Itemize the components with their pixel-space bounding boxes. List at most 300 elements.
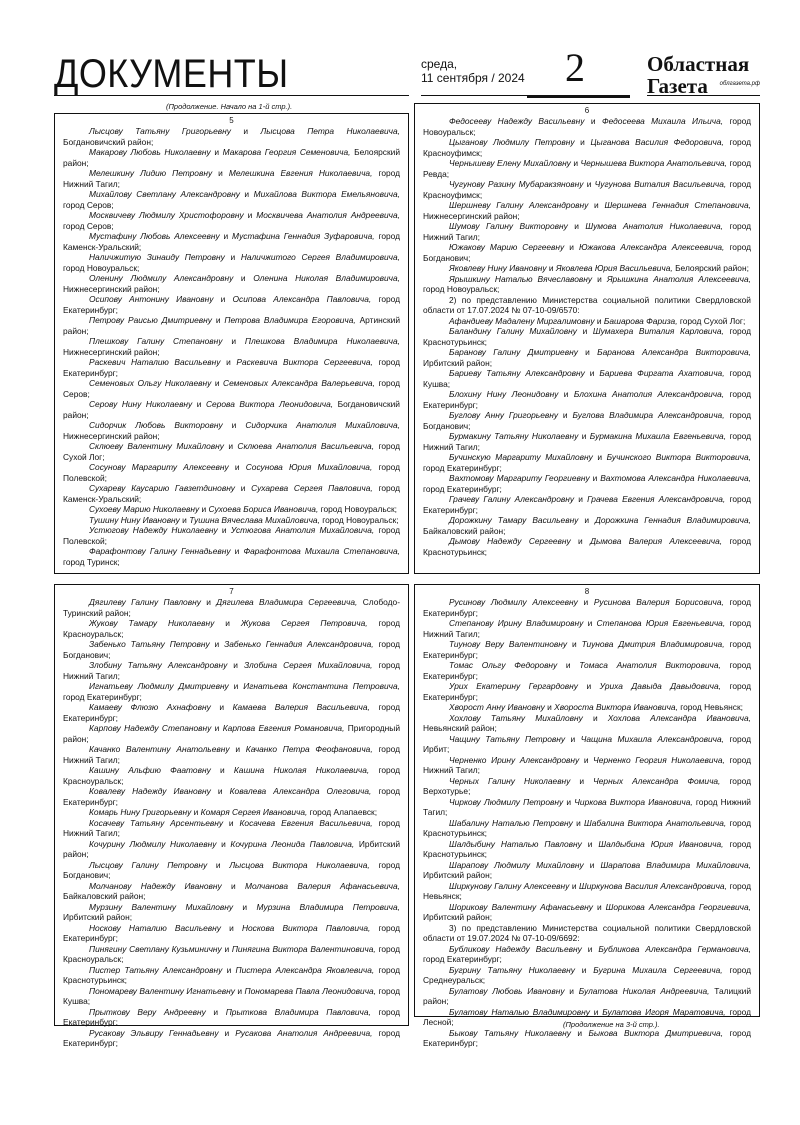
recipient-entry (423, 702, 751, 713)
box-number: 5 (229, 116, 234, 125)
spouse-1-name: Цыганову Людмилу Петровну (449, 137, 575, 147)
residence: город Красноуральск; (63, 618, 401, 639)
spouse-2-name: Михайлова Виктора Емельяновича, (253, 189, 400, 199)
recipient-entry (63, 168, 400, 189)
spouse-2-name: Фарафонтова Михаила Степановича, (243, 546, 400, 556)
conjunction: и (564, 985, 579, 996)
residence: город Екатеринбург; (63, 294, 400, 315)
residence: город Богданович; (63, 859, 401, 880)
recipient-entry (63, 126, 400, 147)
conjunction: и (592, 452, 607, 462)
spouse-2-name: Прыткова Владимира Павловича, (225, 1006, 371, 1017)
conjunction: и (199, 504, 209, 514)
conjunction: и (581, 838, 599, 849)
recipient-entry (423, 713, 751, 734)
recipient-entry (423, 473, 751, 494)
spouse-1-name: Семеновых Ольгу Николаевну (89, 378, 212, 388)
recipient-entry (63, 681, 400, 702)
spouse-2-name: Баранова Александра Викторовича, (597, 347, 751, 357)
spouse-2-name: Бариева Фиргата Ахатовича, (599, 368, 725, 378)
recipient-entry (63, 986, 400, 1007)
spouse-1-name: Камаеву Флюзю Ахнафовну (89, 702, 211, 712)
conjunction: и (222, 964, 236, 975)
recipient-entry (423, 755, 751, 776)
residence: Нижнесергинский район; (63, 346, 160, 357)
spouse-2-name: Лысцова Виктора Николаевича, (229, 859, 370, 870)
conjunction: и (212, 168, 229, 178)
conjunction: и (200, 597, 217, 607)
recipient-entry (423, 860, 751, 881)
spouse-1-name: Плешкову Галину Степановну (89, 336, 223, 346)
page-number: 2 (565, 45, 585, 90)
residence: город Полевской; (63, 462, 400, 483)
residence: город Краснотурьинск; (423, 817, 752, 838)
spouse-1-name: Косачеву Татьяну Арсентьевну (89, 817, 224, 828)
residence: город Серов; (63, 378, 401, 399)
spouse-1-name: Грачеву Галину Александровну (449, 494, 575, 504)
residence: город Туринск; (63, 556, 120, 567)
spouse-1-name: Качанко Валентину Анатольевну (89, 744, 230, 754)
conjunction: и (588, 200, 605, 210)
conjunction: и (210, 765, 234, 775)
recipient-entry (63, 378, 400, 399)
spouse-1-name: Фарафонтову Галину Геннадьевну (89, 546, 231, 556)
recipient-entry (423, 797, 751, 818)
conjunction: и (567, 221, 586, 231)
box-number: 8 (584, 587, 590, 596)
spouse-1-name: Томас Ольгу Федоровну (449, 660, 558, 670)
recipient-entry (63, 860, 400, 881)
recipient-entry (63, 147, 400, 168)
conjunction: и (221, 943, 232, 954)
spouse-2-name: Бурмакина Михаила Евгеньевича, (589, 431, 727, 441)
recipient-entry (423, 242, 751, 263)
conjunction: и (583, 179, 595, 189)
recipient-entry (423, 660, 751, 681)
recipient-entry (63, 462, 400, 483)
residence: город Красноуфимск; (423, 137, 752, 158)
conjunction: и (233, 273, 254, 283)
conjunction: и (228, 681, 244, 691)
spouse-2-name: Чащина Михаила Александровича, (580, 733, 724, 744)
residence: Ирбитский район; (63, 912, 133, 922)
conjunction: и (213, 294, 233, 304)
decree-box-6 (414, 103, 760, 574)
spouse-2-name: Бучинского Виктора Викторовича, (606, 452, 751, 462)
residence: город Екатеринбург; (423, 954, 502, 964)
recipient-entry (423, 347, 751, 368)
recipient-entry (63, 1028, 400, 1049)
spouse-2-name: Булатова Игоря Маратовича, (602, 1006, 726, 1017)
recipient-entry (423, 597, 751, 618)
conjunction: и (209, 639, 225, 649)
spouse-2-name: Раскевича Виктора Сергеевича, (236, 357, 373, 367)
logo-line-2: Газета (647, 74, 708, 98)
spouse-1-name: Оленину Людмилу Александровну (89, 273, 234, 283)
spouse-2-name: Шалдыбина Юрия Ивановича, (598, 838, 724, 849)
spouse-1-name: Черненко Ирину Александровну (449, 754, 580, 765)
spouse-1-name: Шорикову Валентину Афанасьевну (449, 901, 593, 912)
recipient-entry (63, 210, 400, 231)
conjunction: и (211, 723, 223, 733)
newspaper-site: облгазета.рф (719, 81, 760, 87)
conjunction: и (234, 985, 245, 996)
spouse-2-name: Устюгова Анатолия Михайловича, (230, 525, 375, 535)
spouse-2-name: Москвичева Анатолия Андреевича, (256, 210, 400, 220)
conjunction: и (570, 536, 591, 546)
conjunction: и (579, 754, 594, 765)
spouse-2-name: Комаря Сергея Ивановича, (200, 807, 308, 817)
residence: Ирбитский район; (423, 870, 493, 880)
spouse-1-name: Петрову Раисью Дмитриевну (89, 315, 212, 325)
entry-list (423, 597, 751, 1049)
conjunction: и (219, 231, 232, 241)
conjunction: и (582, 712, 608, 723)
spouse-1-name: Баранову Галину Дмитриевну (449, 347, 578, 357)
dateline-weekday: среда, (421, 57, 458, 71)
spouse-1-name: Бурмакину Татьяну Николаевну (449, 431, 579, 441)
conjunction: и (218, 1027, 236, 1038)
spouse-1-name: Сухареву Каусарию Гавзетдиновну (89, 483, 235, 493)
spouse-1-name: Тиунову Веру Валентиновну (449, 639, 568, 649)
spouse-1-name: Злобину Татьяну Александровну (89, 660, 228, 670)
residence: Ирбитский район; (423, 357, 493, 368)
spouse-1-name: Вахтомову Маргариту Георгиевну (449, 473, 590, 483)
residence: город Серов; (63, 220, 114, 231)
spouse-1-name: Ярышкину Наталью Вячеславовну (449, 273, 593, 284)
spouse-2-name: Молчанова Валерия Афанасьевича, (245, 880, 400, 891)
spouse-2-name: Тушина Вячеслава Михайловича, (189, 514, 320, 525)
decree-box-7 (54, 584, 409, 1048)
recipient-entry (63, 660, 400, 681)
residence: город Нижний Тагил; (63, 660, 401, 681)
conjunction: и (221, 880, 246, 891)
spouse-1-name: Буглову Анну Григорьевну (449, 410, 559, 420)
conjunction: и (570, 1027, 589, 1038)
recipient-entry (63, 273, 400, 294)
spouse-2-name: Мустафина Геннадия Зуфаровича, (232, 231, 375, 241)
date-rule (421, 95, 537, 96)
spouse-1-name: Булатову Любовь Ивановну (449, 985, 565, 996)
residence: город Алапаевск; (309, 807, 378, 817)
spouse-2-name: Макарова Георгия Семеновича, (222, 147, 351, 157)
residence: город Нижний Тагил; (63, 817, 401, 838)
spouse-1-name: Дорожкину Тамару Васильевну (449, 515, 579, 525)
conjunction: и (570, 158, 581, 168)
conjunction: и (235, 483, 252, 493)
conjunction: и (229, 744, 246, 754)
spouse-1-name: Лысцову Татьяну Григорьевну (89, 126, 231, 136)
residence: город Каменск-Уральский; (63, 231, 400, 252)
conjunction: и (210, 702, 233, 712)
recipient-entry (423, 515, 751, 536)
recipient-entry (423, 776, 751, 797)
spouse-1-name: Осипову Антонину Ивановну (89, 294, 214, 304)
spouse-1-name: Игнатьеву Людмилу Дмитриевну (89, 681, 229, 691)
spouse-2-name: Серова Виктора Леонидовича, (206, 399, 334, 409)
spouse-2-name: Чугунова Виталия Васильевича, (594, 179, 727, 189)
spouse-2-name: Сосунова Юрия Михайловича, (245, 462, 373, 472)
spouse-2-name: Камаева Валерия Васильевича, (232, 702, 370, 712)
decree-paragraph: 3) по представлению Министерства социальной политики Свердловской области от 19.07.2024 № 07-10-09/6692: (423, 922, 751, 943)
spouse-2-name: Дымова Валерия Алексеевича, (590, 536, 723, 546)
residence: город Екатеринбург; (63, 922, 401, 943)
residence: город Екатеринбург; (423, 483, 502, 494)
spouse-1-name: Дягилеву Галину Павловну (89, 597, 201, 607)
conjunction: и (574, 964, 594, 975)
spouse-2-name: Хохлова Александра Ивановича, (607, 712, 751, 723)
spouse-1-name: Афандиеву Мадалену Миргалимовну (449, 315, 595, 326)
recipient-entry (63, 525, 400, 546)
spouse-1-name: Булатову Наталью Владимировну (449, 1006, 590, 1017)
residence: город Кушва; (423, 368, 751, 389)
conjunction: и (243, 210, 257, 220)
spouse-2-name: Осипова Александра Павловича, (232, 294, 372, 304)
residence: город Богданович; (63, 639, 400, 660)
recipient-entry (63, 441, 400, 462)
conjunction: и (546, 263, 556, 273)
recipient-entry (423, 944, 751, 965)
spouse-2-name: Сухарева Сергея Павловича, (251, 483, 373, 493)
residence: Талицкий район; (423, 985, 751, 1006)
conjunction: и (577, 597, 594, 607)
residence: Артинский район; (63, 315, 401, 336)
recipient-entry (63, 504, 400, 515)
spouse-1-name: Прыткову Веру Андреевну (89, 1006, 206, 1017)
conjunction: и (207, 859, 230, 870)
spouse-1-name: Чернышеву Елену Михайловну (449, 158, 571, 168)
recipient-entry (63, 420, 400, 441)
conjunction: и (211, 315, 225, 325)
spouse-1-name: Склюеву Валентину Михайловну (89, 441, 224, 451)
spouse-2-name: Петрова Владимира Егоровича, (224, 315, 356, 325)
recipient-entry (63, 189, 400, 210)
spouse-1-name: Урих Екатерину Гергардовну (449, 681, 578, 691)
spouse-2-name: Шарапова Владимира Михайловича, (600, 859, 751, 870)
conjunction: и (589, 1006, 603, 1017)
residence: Белоярский район; (63, 147, 400, 168)
residence: город Екатеринбург; (423, 660, 752, 681)
conjunction: и (558, 410, 573, 420)
residence: город Екатеринбург; (423, 389, 752, 410)
residence: Слободо-Туринский район; (63, 597, 400, 618)
entry-list (63, 126, 400, 567)
title-rule (54, 95, 409, 96)
logo-line-1: Областная (647, 52, 750, 76)
spouse-2-name: Качанко Петра Феофановича, (245, 744, 373, 754)
conjunction: и (574, 494, 588, 504)
residence: Нижнесергинский район; (63, 283, 160, 294)
recipient-entry (63, 483, 400, 504)
recipient-entry (63, 944, 400, 965)
spouse-1-name: Ширкунову Галину Алексеевну (449, 880, 570, 891)
spouse-1-name: Бучинскую Маргариту Михайловну (449, 452, 593, 462)
recipient-entry (423, 681, 751, 702)
conjunction: и (594, 315, 604, 326)
conjunction: и (230, 126, 261, 136)
residence: город Екатеринбург; (423, 681, 751, 702)
recipient-entry (423, 734, 751, 755)
conjunction: и (233, 901, 257, 912)
conjunction: и (577, 347, 598, 357)
spouse-2-name: Мурзина Владимира Петровича, (256, 901, 400, 912)
spouse-1-name: Пономареву Валентину Игнатьевну (89, 985, 235, 996)
recipient-entry (423, 410, 751, 431)
conjunction: и (563, 796, 575, 807)
recipient-entry (423, 986, 751, 1007)
residence: Нижнесергинский район; (423, 210, 520, 221)
spouse-1-name: Шумову Галину Викторовну (449, 221, 568, 231)
spouse-1-name: Сидорчик Любовь Викторовну (89, 420, 223, 430)
recipient-entry (423, 536, 751, 557)
decree-paragraph: 2) по представлению Министерства социальной политики Свердловской области от 17.07.2024 № 07-10-09/6570: (423, 294, 751, 315)
residence: город Серов; (63, 199, 114, 210)
residence: город Екатеринбург; (423, 494, 751, 515)
spouse-1-name: Черных Галину Николаевну (449, 775, 571, 786)
residence: город Екатеринбург; (423, 1027, 751, 1048)
newspaper-logo (647, 53, 749, 97)
recipient-entry (63, 639, 400, 660)
recipient-entry (63, 294, 400, 315)
recipient-entry (63, 336, 400, 357)
dateline-date: 11 сентября / 2024 (421, 71, 525, 85)
spouse-2-name: Шумахера Виталия Карловича, (592, 326, 724, 336)
section-title: ДОКУМЕНТЫ (54, 52, 289, 96)
residence: город Екатеринбург; (63, 786, 401, 807)
spouse-2-name: Кочурина Леонида Павловича, (230, 838, 355, 849)
recipient-entry (63, 818, 400, 839)
conjunction: и (210, 786, 230, 796)
spouse-2-name: Сухоева Бориса Ивановича, (208, 504, 319, 514)
residence: Пригородный район; (63, 723, 401, 744)
decree-box-5 (54, 113, 409, 574)
conjunction: и (565, 733, 581, 744)
residence: город Лесной; (423, 1006, 752, 1027)
residence: город Верхотурье; (423, 775, 751, 796)
residence: город Богданович; (423, 242, 751, 263)
spouse-2-name: Игнатьева Константина Петровича, (243, 681, 400, 691)
spouse-1-name: Лысцову Галину Петровну (89, 859, 208, 870)
residence: город Нижний Тагил; (423, 431, 752, 452)
residence: город Екатеринбург; (63, 357, 401, 378)
spouse-2-name: Шершнева Геннадия Степановича, (604, 200, 751, 210)
dateline (421, 57, 531, 85)
recipient-entry (63, 515, 400, 526)
recipient-entry (63, 839, 400, 860)
residence: город Нижний Тагил; (423, 221, 751, 242)
residence: город Екатеринбург; (423, 462, 502, 473)
spouse-1-name: Сосунову Маргариту Алексеевну (89, 462, 229, 472)
spouse-2-name: Хвороста Виктора Ивановича, (554, 702, 678, 712)
residence: Байкаловский район; (63, 891, 146, 901)
recipient-entry (423, 881, 751, 902)
recipient-entry (63, 231, 400, 252)
recipient-entry (63, 723, 400, 744)
spouse-2-name: Ширкунова Василия Александровича, (579, 880, 727, 891)
spouse-1-name: Степанову Ирину Владимировну (449, 618, 584, 628)
spouse-2-name: Косачева Евгения Васильевича, (239, 817, 373, 828)
spouse-2-name: Кашина Николая Николаевича, (233, 765, 370, 775)
conjunction: и (557, 660, 580, 670)
spouse-2-name: Вахтомова Александра Николаевича, (600, 473, 751, 483)
spouse-2-name: Федосеева Михаила Ильича, (601, 116, 724, 126)
conjunction: и (222, 420, 246, 430)
recipient-entry (423, 326, 751, 347)
recipient-entry (423, 274, 751, 295)
spouse-1-name: Русинову Людмилу Алексеевну (449, 597, 578, 607)
spouse-1-name: Шабалину Наталью Петровну (449, 817, 573, 828)
logo-rule (647, 95, 760, 96)
recipient-entry (423, 965, 751, 986)
spouse-2-name: Наличжитого Сергея Владимировича, (240, 252, 400, 262)
spouse-1-name: Хвороcт Анну Ивановну (449, 702, 545, 712)
spouse-1-name: Наличжитую Зинаиду Петровну (89, 252, 225, 262)
conjunction: и (574, 137, 591, 147)
recipient-entry (423, 639, 751, 660)
residence: город Красноуральск; (63, 943, 400, 964)
spouse-1-name: Шершневу Галину Александровну (449, 200, 589, 210)
spouse-1-name: Бариеву Татьяну Александровну (449, 368, 585, 378)
conjunction: и (216, 838, 231, 849)
residence: город Нижний Тагил; (423, 754, 752, 775)
conjunction: и (210, 147, 223, 157)
recipient-entry (423, 263, 751, 274)
conjunction: и (572, 817, 584, 828)
spouse-2-name: Карпова Евгения Романовича, (222, 723, 345, 733)
spouse-1-name: Федосееву Надежду Васильевну (449, 116, 585, 126)
residence: город Среднеуральск; (423, 964, 752, 985)
spouse-1-name: Молчанову Надежду Ивановну (89, 880, 222, 891)
spouse-2-name: Лысцова Петра Николаевича, (260, 126, 400, 136)
residence: город Краснотурьинск; (423, 536, 751, 557)
spouse-2-name: Яковлева Юрия Васильевича, (555, 263, 673, 273)
recipient-entry (63, 786, 400, 807)
recipient-entry (63, 702, 400, 723)
spouse-1-name: Пистер Татьяну Александровну (89, 964, 223, 975)
residence: город Богданович; (423, 410, 751, 431)
recipient-entry (423, 368, 751, 389)
spouse-1-name: Чугунову Разину Мубаракзяновну (449, 179, 584, 189)
residence: город Екатеринбург; (63, 1027, 400, 1048)
conjunction: и (558, 389, 574, 399)
residence: город Нижний Тагил; (423, 618, 751, 639)
conjunction: и (228, 462, 246, 472)
conjunction: и (544, 702, 555, 712)
residence: город Новоуральск; (423, 284, 500, 294)
recipient-entry (423, 389, 751, 410)
recipient-entry (423, 839, 751, 860)
residence: город Екатеринбург; (423, 639, 751, 660)
conjunction: и (583, 618, 597, 628)
spouse-1-name: Кашину Альфию Фаатовну (89, 765, 211, 775)
recipient-entry (63, 597, 400, 618)
spouse-2-name: Степанова Юрия Евгеньевича, (596, 618, 726, 628)
conjunction: и (239, 189, 254, 199)
recipient-entry (423, 902, 751, 923)
continued-from-note: (Продолжение. Начало на 1-й стр.). (166, 102, 293, 111)
continued-on-note: (Продолжение на 3-й стр.). (563, 1020, 660, 1029)
spouse-1-name: Яковлеву Нину Ивановну (449, 263, 547, 273)
spouse-2-name: Дягилева Владимира Сергеевича, (216, 597, 358, 607)
recipient-entry (423, 158, 751, 179)
spouse-2-name: Уриха Давыда Давыдовича, (599, 681, 721, 691)
conjunction: и (589, 473, 601, 483)
spouse-1-name: Жукову Тамару Николаевну (89, 618, 215, 628)
spouse-1-name: Бубликову Надежду Васильевну (449, 943, 582, 954)
recipient-entry (63, 765, 400, 786)
spouse-1-name: Шалдыбину Наталью Павловну (449, 838, 582, 849)
residence: Белоярский район; (675, 263, 749, 273)
